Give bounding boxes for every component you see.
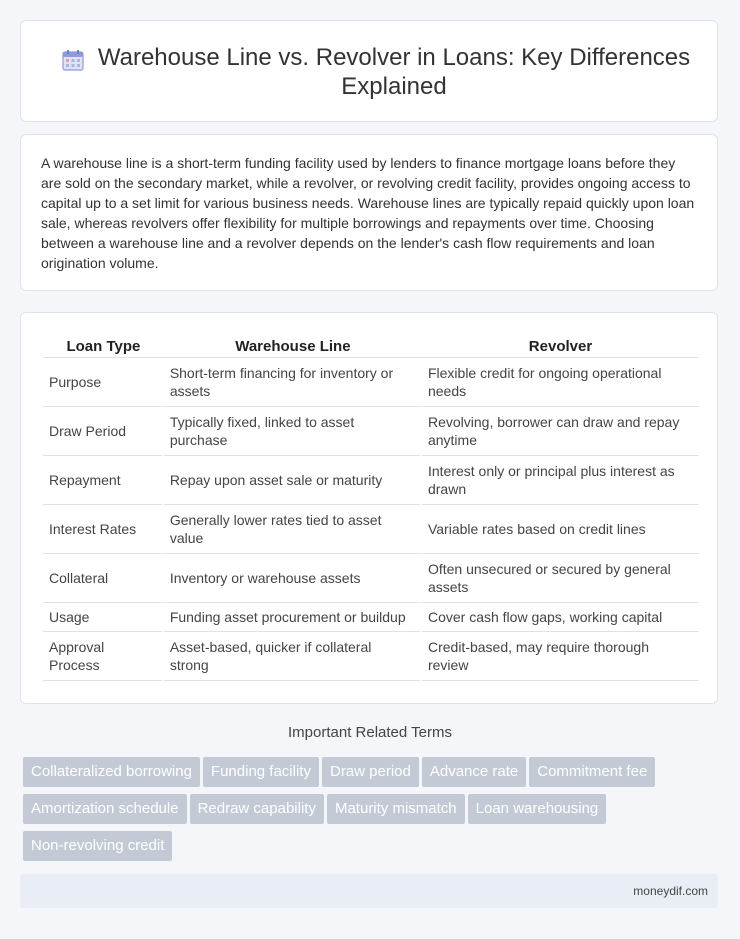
warehouse-line-cell: Asset-based, quicker if collateral strong xyxy=(164,632,422,681)
warehouse-line-cell: Inventory or warehouse assets xyxy=(164,554,422,603)
table-header-row xyxy=(43,333,699,358)
revolver-cell: Interest only or principal plus interest as drawn xyxy=(422,456,699,505)
related-term-tag[interactable]: Advance rate xyxy=(422,757,526,787)
footer xyxy=(20,874,718,908)
related-term-tag[interactable]: Collateralized borrowing xyxy=(23,757,200,787)
revolver-cell: Cover cash flow gaps, working capital xyxy=(422,603,699,632)
warehouse-line-cell: Funding asset procurement or buildup xyxy=(164,603,422,632)
revolver-cell: Often unsecured or secured by general assets xyxy=(422,554,699,603)
table-row xyxy=(43,554,699,603)
warehouse-line-cell: Repay upon asset sale or maturity xyxy=(164,456,422,505)
column-header-loan-type: Loan Type xyxy=(43,333,164,358)
row-label: Usage xyxy=(43,603,164,632)
row-label: Repayment xyxy=(43,456,164,505)
intro-card xyxy=(20,134,718,291)
related-term-tag[interactable]: Amortization schedule xyxy=(23,794,187,824)
related-term-tag[interactable]: Loan warehousing xyxy=(468,794,607,824)
table-row xyxy=(43,603,699,632)
table-row xyxy=(43,632,699,681)
column-header-warehouse-line: Warehouse Line xyxy=(164,333,422,358)
row-label: Approval Process xyxy=(43,632,164,681)
revolver-cell: Flexible credit for ongoing operational needs xyxy=(422,358,699,407)
row-label: Interest Rates xyxy=(43,505,164,554)
header-card xyxy=(20,20,718,122)
intro-paragraph: A warehouse line is a short-term funding facility used by lenders to finance mortgage loans before they are sold on the secondary market, while a revolver, or revolving credit facility, provides ongoing access to capital up to a set limit for various business needs. Warehouse lines are typically repaid quickly upon loan sale, whereas revolvers offer flexibility for multiple borrowings and repayments over time. Choosing between a warehouse line and a revolver depends on the lender's cash flow requirements and loan origination volume. xyxy=(41,155,695,271)
table-row xyxy=(43,456,699,505)
row-label: Draw Period xyxy=(43,407,164,456)
column-header-revolver: Revolver xyxy=(422,333,699,358)
related-term-tag[interactable]: Commitment fee xyxy=(529,757,655,787)
comparison-table xyxy=(43,333,699,681)
table-row xyxy=(43,358,699,407)
warehouse-line-cell: Short-term financing for inventory or assets xyxy=(164,358,422,407)
revolver-cell: Revolving, borrower can draw and repay anytime xyxy=(422,407,699,456)
related-terms-list xyxy=(23,757,723,868)
related-term-tag[interactable]: Redraw capability xyxy=(190,794,324,824)
comparison-table-card xyxy=(20,312,718,704)
related-terms-heading: Important Related Terms xyxy=(288,724,452,741)
revolver-cell: Variable rates based on credit lines xyxy=(422,505,699,554)
related-term-tag[interactable]: Funding facility xyxy=(203,757,319,787)
page-title: Warehouse Line vs. Revolver in Loans: Key Differences Explained xyxy=(97,44,691,100)
table-row xyxy=(43,505,699,554)
related-term-tag[interactable]: Maturity mismatch xyxy=(327,794,465,824)
row-label: Purpose xyxy=(43,358,164,407)
related-term-tag[interactable]: Non-revolving credit xyxy=(23,831,172,861)
calendar-icon xyxy=(61,48,85,72)
revolver-cell: Credit-based, may require thorough review xyxy=(422,632,699,681)
related-term-tag[interactable]: Draw period xyxy=(322,757,419,787)
title-row xyxy=(21,21,717,121)
warehouse-line-cell: Generally lower rates tied to asset value xyxy=(164,505,422,554)
warehouse-line-cell: Typically fixed, linked to asset purchase xyxy=(164,407,422,456)
row-label: Collateral xyxy=(43,554,164,603)
table-row xyxy=(43,407,699,456)
footer-site-link[interactable]: moneydif.com xyxy=(633,884,708,898)
